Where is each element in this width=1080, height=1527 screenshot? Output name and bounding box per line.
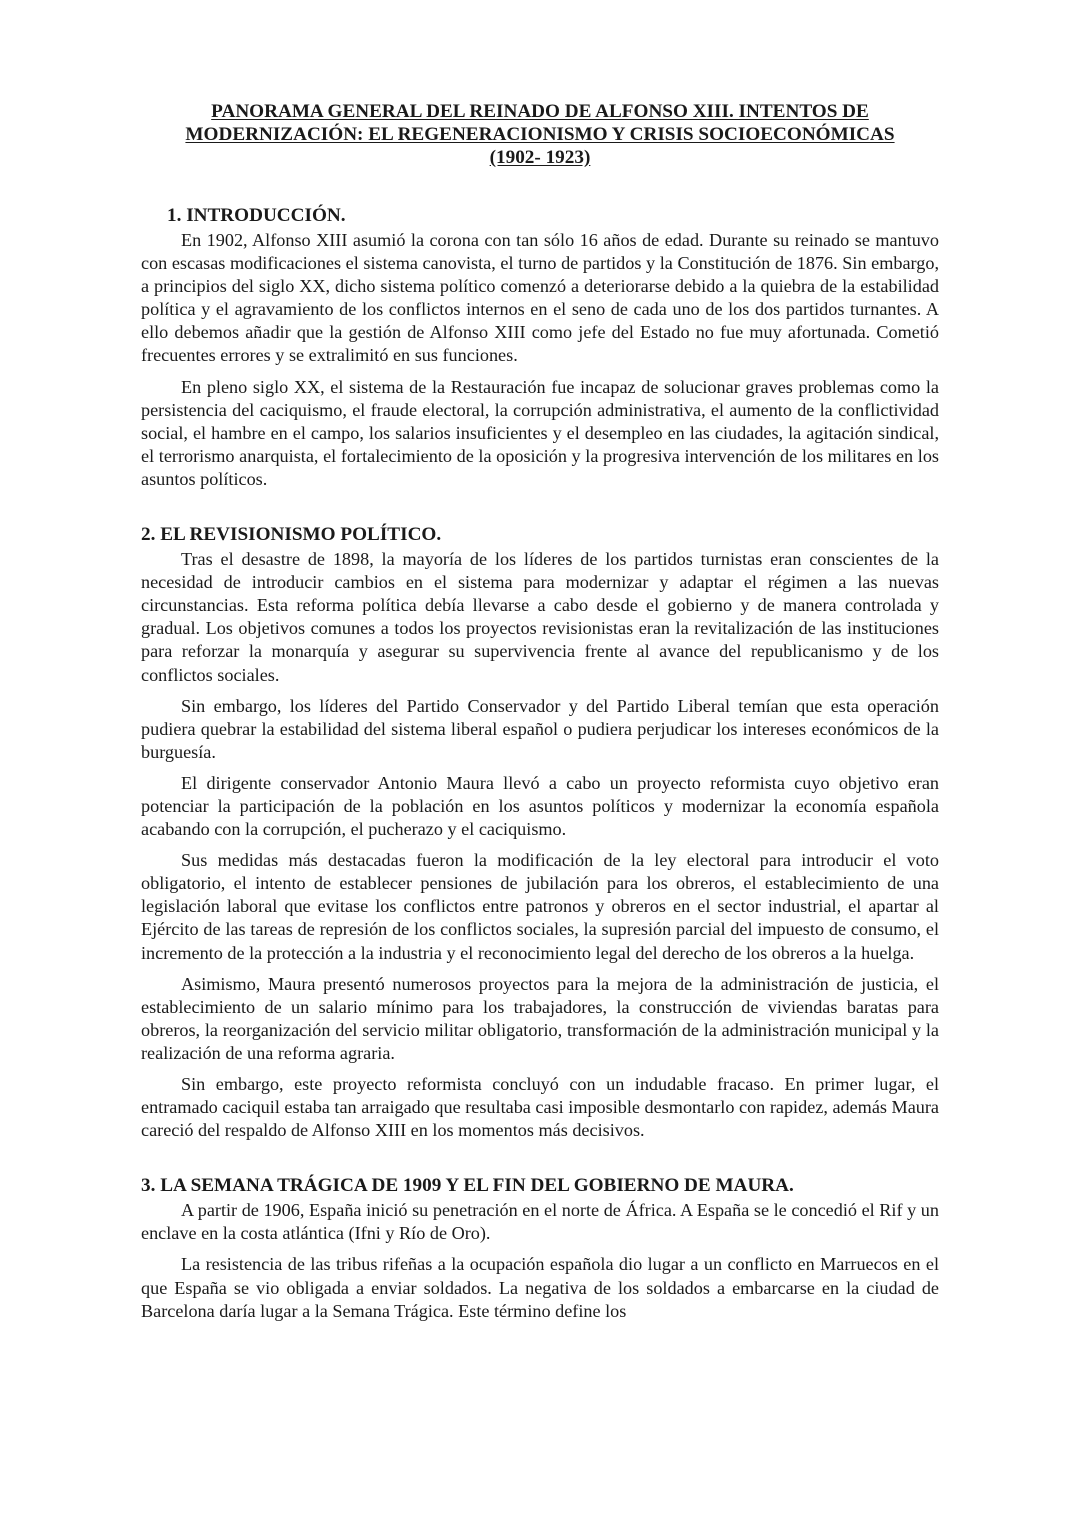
paragraph: En 1902, Alfonso XIII asumió la corona con tan sólo 16 años de edad. Durante su reinado se mantuvo con escasas modificaciones el sistema canovista, el turno de partidos y la Constitución de 1876. Sin embargo, a principios del siglo XX, dicho sistema político comenzó a deteriorarse debido a la quiebra de la estabilidad política y el agravamiento de los conflictos internos en el seno de cada uno de los dos partidos turnantes. A ello debemos añadir que la gestión de Alfonso XIII como jefe del Estado no fue muy afortunada. Cometió frecuentes errores y se extralimitó en sus funciones. (141, 230, 939, 366)
paragraph: El dirigente conservador Antonio Maura llevó a cabo un proyecto reformista cuyo objetivo eran potenciar la participación de la población en los asuntos políticos y modernizar la economía española acabando con la corrupción, el pucherazo y el caciquismo. (141, 772, 939, 840)
document-page (141, 100, 939, 1323)
document-title (141, 100, 939, 169)
title-line-3: (1902- 1923) (489, 147, 591, 168)
paragraph: Asimismo, Maura presentó numerosos proyectos para la mejora de la administración de justicia, el establecimiento de un salario mínimo para los trabajadores, la construcción de viviendas baratas para obreros, la reorganización del servicio militar obligatorio, transformación de la administración municipal y la realización de una reforma agraria. (141, 973, 939, 1063)
paragraph: A partir de 1906, España inició su penetración en el norte de África. A España se le concedió el Rif y un enclave en la costa atlántica (Ifni y Río de Oro). (141, 1200, 939, 1244)
paragraph: La resistencia de las tribus rifeñas a la ocupación española dio lugar a un conflicto en Marruecos en el que España se vio obligada a enviar soldados. La negativa de los soldados a embarcarse en la ciudad de Barcelona daría lugar a la Semana Trágica. Este término define los (141, 1254, 939, 1321)
section-heading-revisionismo: 2. EL REVISIONISMO POLÍTICO. (141, 524, 442, 546)
paragraph: Sus medidas más destacadas fueron la modificación de la ley electoral para introducir el voto obligatorio, el intento de establecer pensiones de jubilación para los obreros, el establecimiento de una legislación laboral que evitase los conflictos entre patronos y obreros en el sector industrial, el apartar al Ejército de las tareas de represión de los conflictos sociales, la supresión parcial del impuesto de consumo, el incremento de la protección a la industria y el reconocimiento legal del derecho de los obreros a la huelga. (141, 850, 939, 963)
section-heading-semana-tragica: 3. LA SEMANA TRÁGICA DE 1909 Y EL FIN DEL GOBIERNO DE MAURA. (141, 1175, 794, 1197)
section-heading-introduccion: 1. INTRODUCCIÓN. (167, 205, 346, 226)
paragraph: En pleno siglo XX, el sistema de la Restauración fue incapaz de solucionar graves problemas como la persistencia del caciquismo, el fraude electoral, la corrupción administrativa, el aumento de la conflictividad social, el hambre en el campo, los salarios insuficientes y el desempleo en las ciudades, la agitación sindical, el terrorismo anarquista, el fortalecimiento de la oposición y la progresiva intervención de los militares en los asuntos políticos. (141, 376, 939, 489)
paragraph: Tras el desastre de 1898, la mayoría de los líderes de los partidos turnistas eran conscientes de la necesidad de introducir cambios en el sistema para modernizar y adaptar el régimen a las nuevas circunstancias. Esta reforma política debía llevarse a cabo desde el gobierno y de manera controlada y gradual. Los objetivos comunes a todos los proyectos revisionistas eran la revitalización de las instituciones para reforzar la monarquía y asegurar su supervivencia frente al avance del republicanismo y de los conflictos sociales. (141, 549, 939, 685)
paragraph: Sin embargo, este proyecto reformista concluyó con un indudable fracaso. En primer lugar, el entramado caciquil estaba tan arraigado que resultaba casi imposible desmontarlo con rapidez, además Maura careció del respaldo de Alfonso XIII en los momentos más decisivos. (141, 1074, 939, 1141)
title-line-1: PANORAMA GENERAL DEL REINADO DE ALFONSO XIII. INTENTOS DE (211, 101, 869, 122)
title-line-2: MODERNIZACIÓN: EL REGENERACIONISMO Y CRISIS SOCIOECONÓMICAS (185, 124, 895, 145)
paragraph: Sin embargo, los líderes del Partido Conservador y del Partido Liberal temían que esta operación pudiera quebrar la estabilidad del sistema liberal español o pudiera perjudicar los intereses económicos de la burguesía. (141, 695, 939, 762)
